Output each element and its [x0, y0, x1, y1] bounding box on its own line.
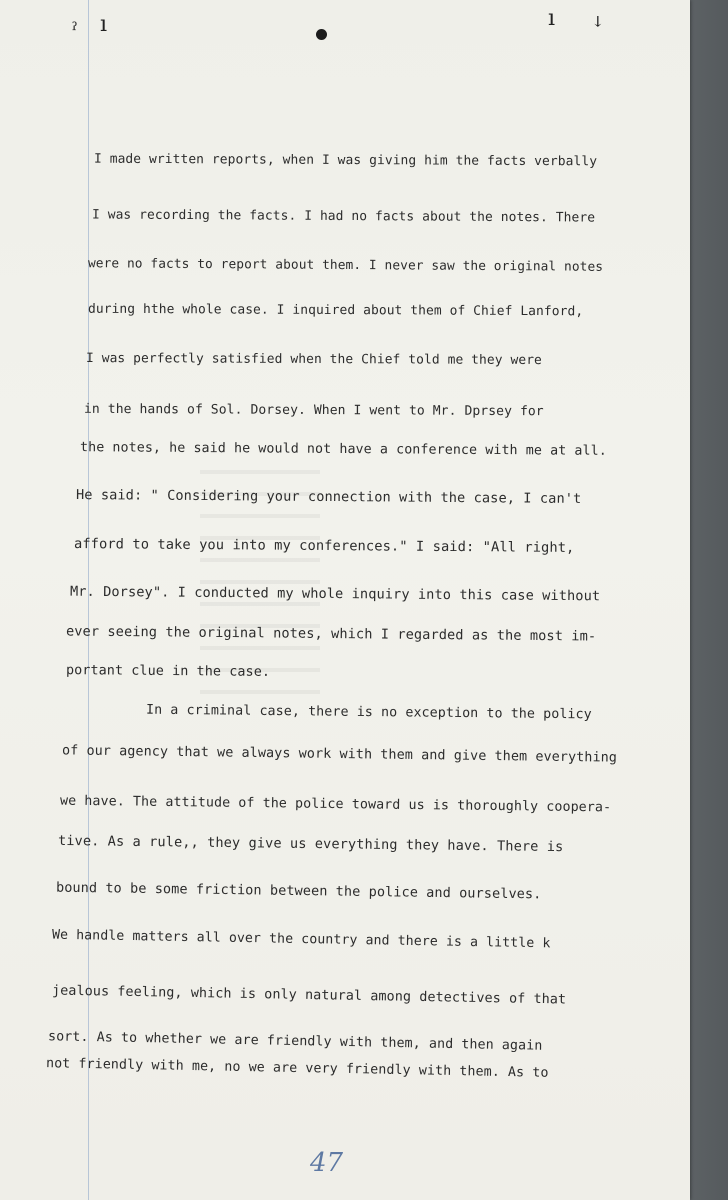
text-line: jealous feeling, which is only natural among detectives of that — [51, 983, 567, 1008]
punch-hole — [316, 29, 327, 40]
text-line: In a criminal case, there is no exception to the policy — [145, 702, 592, 723]
text-line: bound to be some friction between the police and ourselves. — [55, 879, 542, 903]
text-line: I was recording the facts. I had no facts about the notes. There — [91, 207, 596, 226]
text-line: I was perfectly satisfied when the Chief told me they were — [85, 351, 542, 368]
text-line: in the hands of Sol. Dorsey. When I went to Mr. Dprsey for — [83, 401, 544, 420]
background-surface — [688, 0, 728, 1200]
text-line: Mr. Dorsey". I conducted my whole inquiry into this case without — [69, 583, 601, 605]
margin-rule — [88, 0, 89, 1200]
text-line: afford to take you into my conferences." I said: "All right, — [73, 536, 575, 556]
text-line: we have. The attitude of the police toward us is thoroughly coopera- — [59, 793, 612, 816]
page-number: 47 — [310, 1148, 344, 1178]
text-line: portant clue in the case. — [65, 663, 271, 680]
pen-mark: ı — [100, 12, 108, 37]
text-line: tive. As a rule,, they give us everything they have. There is — [57, 832, 564, 856]
text-line: of our agency that we always work with them and give them everything — [61, 743, 618, 766]
pen-mark: ı — [548, 6, 556, 31]
text-line: not friendly with me, no we are very friendly with them. As to — [45, 1056, 549, 1081]
text-line: during hthe whole case. I inquired about them of Chief Lanford, — [87, 301, 584, 320]
text-line: the notes, he said he would not have a conference with me at all. — [79, 440, 607, 459]
text-line: were no facts to report about them. I never saw the original notes — [87, 256, 604, 275]
check-mark: ꜜ — [593, 12, 603, 42]
text-line: sort. As to whether we are friendly with them, and then again — [47, 1029, 543, 1054]
pen-mark: ˀ — [72, 18, 78, 42]
text-line: ever seeing the original notes, which I regarded as the most im- — [65, 623, 597, 645]
text-line: He said: " Considering your connection with the case, I can't — [75, 487, 582, 507]
text-line: I made written reports, when I was giving him the facts verbally — [93, 151, 598, 170]
text-line: We handle matters all over the country and there is a little k — [51, 927, 551, 952]
